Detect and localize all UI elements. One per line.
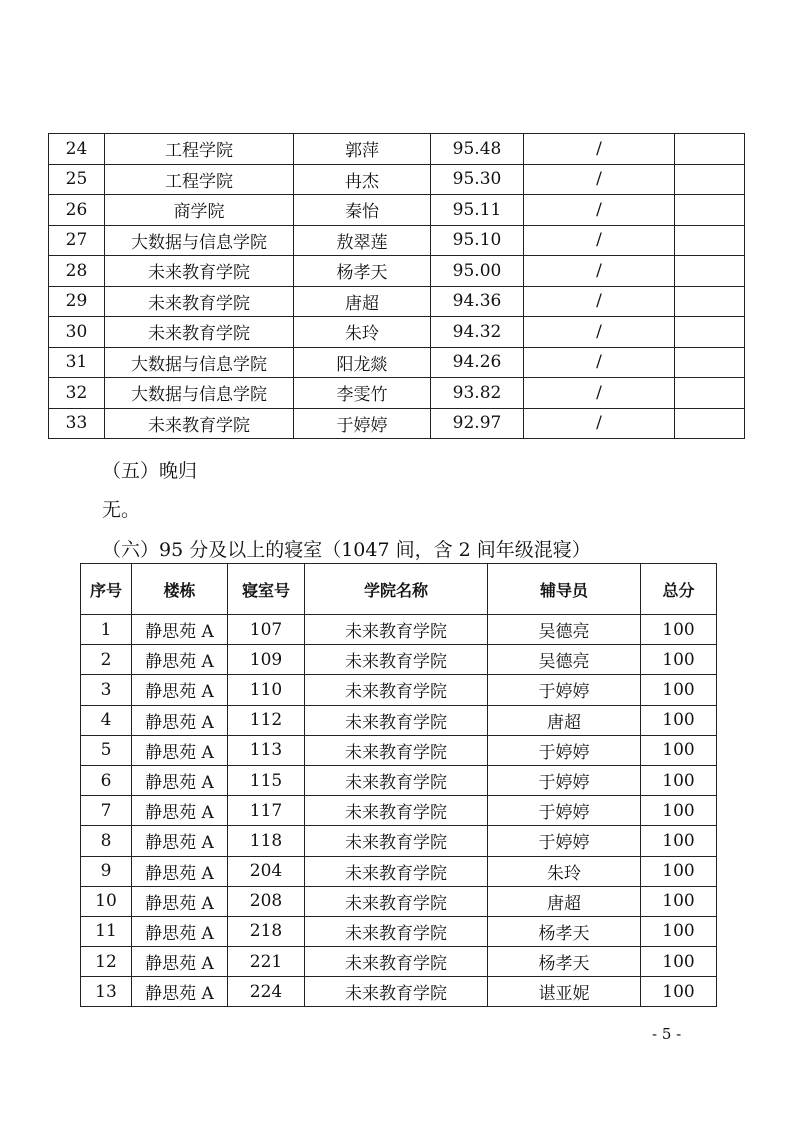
header-college: 学院名称: [305, 564, 488, 615]
cell-mark: /: [524, 347, 675, 378]
table-row: [81, 886, 717, 916]
cell-remark: [675, 286, 745, 317]
cell-room: 113: [228, 735, 305, 765]
table-row: [81, 916, 717, 946]
cell-room: 224: [228, 977, 305, 1007]
cell-total-score: 100: [641, 615, 717, 645]
table-row: [81, 735, 717, 765]
cell-counselor: 朱玲: [488, 856, 641, 886]
cell-room: 208: [228, 886, 305, 916]
cell-college: 工程学院: [105, 164, 294, 195]
cell-counselor: 于婷婷: [488, 796, 641, 826]
cell-index: 7: [81, 796, 132, 826]
cell-mark: /: [524, 134, 675, 165]
dormitory-table: [80, 563, 717, 1007]
cell-index: 10: [81, 886, 132, 916]
cell-index: 5: [81, 735, 132, 765]
cell-room: 109: [228, 645, 305, 675]
cell-score: 92.97: [431, 408, 524, 439]
cell-remark: [675, 347, 745, 378]
cell-counselor: 杨孝天: [488, 916, 641, 946]
cell-total-score: 100: [641, 645, 717, 675]
cell-counselor: 唐超: [488, 886, 641, 916]
cell-index: 33: [49, 408, 105, 439]
ranking-table-continued: [48, 133, 745, 439]
cell-remark: [675, 164, 745, 195]
cell-total-score: 100: [641, 977, 717, 1007]
header-counselor: 辅导员: [488, 564, 641, 615]
cell-mark: /: [524, 225, 675, 256]
cell-counselor: 于婷婷: [488, 735, 641, 765]
cell-college: 大数据与信息学院: [105, 225, 294, 256]
cell-college: 商学院: [105, 195, 294, 226]
cell-counselor: 于婷婷: [294, 408, 431, 439]
cell-index: 12: [81, 947, 132, 977]
cell-index: 31: [49, 347, 105, 378]
cell-total-score: 100: [641, 916, 717, 946]
cell-room: 115: [228, 765, 305, 795]
table-row: [81, 826, 717, 856]
cell-counselor: 冉杰: [294, 164, 431, 195]
table-row: [81, 796, 717, 826]
cell-score: 94.26: [431, 347, 524, 378]
table-row: [81, 977, 717, 1007]
cell-counselor: 唐超: [294, 286, 431, 317]
header-building: 楼栋: [132, 564, 228, 615]
cell-counselor: 杨孝天: [294, 256, 431, 287]
cell-college: 未来教育学院: [105, 286, 294, 317]
section-6-heading: （六）95 分及以上的寝室（1047 间，含 2 间年级混寝）: [102, 539, 591, 561]
cell-counselor: 阳龙燚: [294, 347, 431, 378]
cell-remark: [675, 408, 745, 439]
section-5-heading: （五）晚归: [102, 460, 198, 482]
table-row: [49, 225, 745, 256]
page-number: - 5 -: [652, 1025, 682, 1043]
table-row: [49, 347, 745, 378]
table-row: [81, 765, 717, 795]
dormitory-table-body: [81, 615, 717, 1007]
dormitory-table-header-row: [81, 564, 717, 615]
cell-total-score: 100: [641, 796, 717, 826]
cell-total-score: 100: [641, 856, 717, 886]
cell-college: 未来教育学院: [305, 947, 488, 977]
cell-mark: /: [524, 286, 675, 317]
table-row: [81, 675, 717, 705]
cell-score: 95.48: [431, 134, 524, 165]
cell-college: 未来教育学院: [305, 615, 488, 645]
cell-college: 未来教育学院: [305, 977, 488, 1007]
cell-index: 25: [49, 164, 105, 195]
cell-total-score: 100: [641, 886, 717, 916]
cell-remark: [675, 225, 745, 256]
cell-college: 未来教育学院: [305, 705, 488, 735]
table-row: [81, 645, 717, 675]
cell-counselor: 于婷婷: [488, 675, 641, 705]
table-row: [81, 615, 717, 645]
header-room: 寝室号: [228, 564, 305, 615]
cell-college: 未来教育学院: [305, 645, 488, 675]
cell-remark: [675, 256, 745, 287]
cell-room: 204: [228, 856, 305, 886]
cell-index: 1: [81, 615, 132, 645]
cell-index: 11: [81, 916, 132, 946]
cell-score: 95.00: [431, 256, 524, 287]
table-row: [49, 134, 745, 165]
cell-index: 4: [81, 705, 132, 735]
cell-college: 未来教育学院: [305, 765, 488, 795]
cell-room: 117: [228, 796, 305, 826]
cell-college: 未来教育学院: [105, 408, 294, 439]
cell-room: 118: [228, 826, 305, 856]
header-index: 序号: [81, 564, 132, 615]
cell-college: 大数据与信息学院: [105, 347, 294, 378]
cell-building: 静思苑 A: [132, 765, 228, 795]
cell-building: 静思苑 A: [132, 735, 228, 765]
cell-college: 未来教育学院: [305, 856, 488, 886]
cell-college: 未来教育学院: [105, 256, 294, 287]
cell-index: 6: [81, 765, 132, 795]
cell-score: 95.30: [431, 164, 524, 195]
table-row: [49, 195, 745, 226]
cell-mark: /: [524, 164, 675, 195]
cell-building: 静思苑 A: [132, 705, 228, 735]
cell-index: 9: [81, 856, 132, 886]
cell-counselor: 于婷婷: [488, 765, 641, 795]
ranking-table-body: [49, 134, 745, 439]
cell-building: 静思苑 A: [132, 977, 228, 1007]
cell-room: 218: [228, 916, 305, 946]
cell-index: 8: [81, 826, 132, 856]
cell-counselor: 敖翠莲: [294, 225, 431, 256]
cell-room: 110: [228, 675, 305, 705]
cell-counselor: 杨孝天: [488, 947, 641, 977]
cell-counselor: 朱玲: [294, 317, 431, 348]
cell-building: 静思苑 A: [132, 615, 228, 645]
cell-counselor: 吴德亮: [488, 645, 641, 675]
cell-total-score: 100: [641, 675, 717, 705]
cell-index: 26: [49, 195, 105, 226]
cell-counselor: 郭萍: [294, 134, 431, 165]
cell-mark: /: [524, 195, 675, 226]
cell-counselor: 吴德亮: [488, 615, 641, 645]
cell-college: 未来教育学院: [105, 317, 294, 348]
cell-college: 未来教育学院: [305, 796, 488, 826]
cell-index: 30: [49, 317, 105, 348]
table-row: [49, 408, 745, 439]
cell-room: 112: [228, 705, 305, 735]
cell-counselor: 于婷婷: [488, 826, 641, 856]
cell-remark: [675, 195, 745, 226]
cell-total-score: 100: [641, 735, 717, 765]
cell-college: 未来教育学院: [305, 916, 488, 946]
cell-score: 94.32: [431, 317, 524, 348]
cell-score: 93.82: [431, 378, 524, 409]
table-row: [49, 286, 745, 317]
cell-index: 3: [81, 675, 132, 705]
cell-mark: /: [524, 256, 675, 287]
table-row: [49, 164, 745, 195]
cell-index: 13: [81, 977, 132, 1007]
cell-index: 2: [81, 645, 132, 675]
cell-college: 未来教育学院: [305, 735, 488, 765]
cell-index: 32: [49, 378, 105, 409]
cell-mark: /: [524, 408, 675, 439]
cell-building: 静思苑 A: [132, 796, 228, 826]
table-row: [81, 947, 717, 977]
cell-total-score: 100: [641, 947, 717, 977]
cell-college: 未来教育学院: [305, 675, 488, 705]
cell-index: 27: [49, 225, 105, 256]
cell-building: 静思苑 A: [132, 826, 228, 856]
cell-total-score: 100: [641, 705, 717, 735]
cell-index: 24: [49, 134, 105, 165]
section-5-body: 无。: [102, 499, 141, 521]
cell-score: 94.36: [431, 286, 524, 317]
table-row: [81, 856, 717, 886]
cell-counselor: 谌亚妮: [488, 977, 641, 1007]
cell-building: 静思苑 A: [132, 645, 228, 675]
cell-score: 95.10: [431, 225, 524, 256]
cell-remark: [675, 378, 745, 409]
header-total-score: 总分: [641, 564, 717, 615]
cell-mark: /: [524, 317, 675, 348]
table-row: [49, 378, 745, 409]
cell-room: 107: [228, 615, 305, 645]
cell-remark: [675, 134, 745, 165]
cell-score: 95.11: [431, 195, 524, 226]
cell-total-score: 100: [641, 826, 717, 856]
cell-index: 28: [49, 256, 105, 287]
cell-building: 静思苑 A: [132, 947, 228, 977]
table-row: [81, 705, 717, 735]
cell-remark: [675, 317, 745, 348]
cell-total-score: 100: [641, 765, 717, 795]
cell-college: 工程学院: [105, 134, 294, 165]
cell-building: 静思苑 A: [132, 856, 228, 886]
cell-college: 未来教育学院: [305, 886, 488, 916]
cell-index: 29: [49, 286, 105, 317]
table-row: [49, 256, 745, 287]
cell-mark: /: [524, 378, 675, 409]
cell-building: 静思苑 A: [132, 886, 228, 916]
table-row: [49, 317, 745, 348]
cell-room: 221: [228, 947, 305, 977]
cell-building: 静思苑 A: [132, 916, 228, 946]
cell-counselor: 李雯竹: [294, 378, 431, 409]
cell-college: 未来教育学院: [305, 826, 488, 856]
cell-college: 大数据与信息学院: [105, 378, 294, 409]
cell-building: 静思苑 A: [132, 675, 228, 705]
cell-counselor: 秦怡: [294, 195, 431, 226]
cell-counselor: 唐超: [488, 705, 641, 735]
